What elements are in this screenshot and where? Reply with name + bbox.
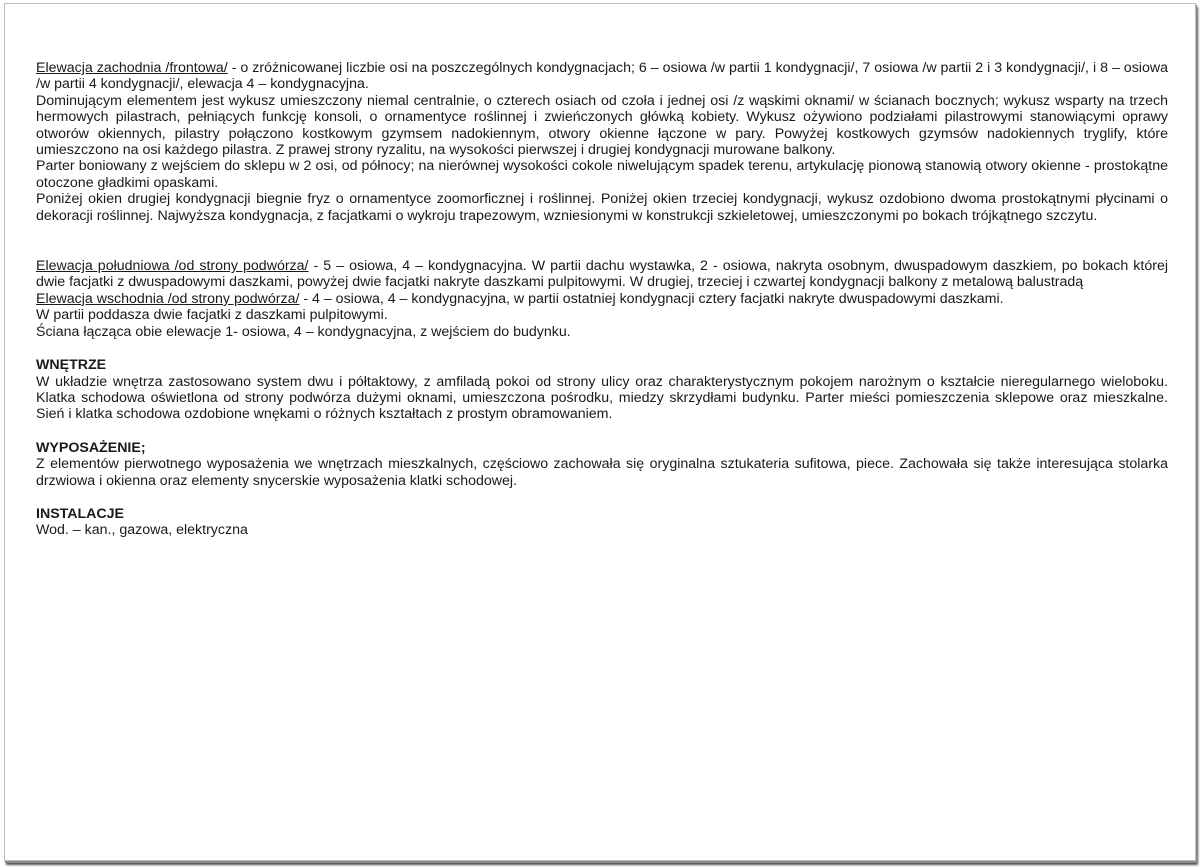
section-spacer	[36, 224, 1168, 258]
interior-heading: WNĘTRZE	[36, 357, 107, 374]
south-elevation-text: - 5 – osiowa, 4 – kondygnacyjna. W partii dachu wystawka, 2 - osiowa, nakryta osobnym, dwuspadowym daszkiem, po bokach której dwie facjatki z dwuspadowymi daszkami, powyżej dwie facjatki nakryte daszkami pulpitowymi. W drugiej, trzeciej i czwartej kondygnacji balkony z metalową balustradą	[36, 258, 1168, 291]
south-elevation-title: Elewacja południowa /od strony podwórza/	[36, 258, 309, 275]
west-elevation-intro-text: - o zróżnicowanej liczbie osi na poszczególnych kondygnacjach; 6 – osiowa /w partii 1 kondygnacji/, 7 osiowa /w partii 2 i 3 kondygnacji/, i 8 – osiowa /w partii 4 kondygnacji/, elewacja 4 – kondygnacyjna.	[36, 60, 1168, 93]
section-spacer	[36, 489, 1168, 506]
equipment-heading: WYPOSAŻENIE;	[36, 439, 146, 456]
interior-text: W układzie wnętrza zastosowano system dwu i półtaktowy, z amfiladą pokoi od strony ulicy oraz charakterystycznym pokojem narożnym o kształcie nieregularnego wieloboku. Klatka schodowa oświetlona od strony podwórza dużymi oknami, umieszczona pośrodku, miedzy skrzydłami budynku. Parter mieści pomieszczenia sklepowe oraz mieszkalne. Sień i klatka schodowa ozdobione wnękami o różnych kształtach z prostym obramowaniem.	[36, 373, 1168, 423]
west-elevation-intro	[36, 60, 1168, 93]
east-elevation-line-3: Ściana łącząca obie elewacje 1- osiowa, 4 – kondygnacyjna, z wejściem do budynku.	[36, 323, 571, 340]
installations-heading: INSTALACJE	[36, 505, 125, 522]
section-spacer	[36, 340, 1168, 357]
south-elevation-paragraph	[36, 258, 1168, 291]
installations-text: Wod. – kan., gazowa, elektryczna	[36, 522, 248, 539]
east-elevation-line-2: W partii poddasza dwie facjatki z daszkami pulpitowymi.	[36, 307, 388, 324]
west-elevation-paragraph-3: Poniżej okien drugiej kondygnacji biegnie fryz o ornamentyce zoomorficznej i roślinnej. Poniżej okien trzeciej kondygnacji, wykusz ozdobiono dwoma prostokątnymi płycinami o dekoracji roślinnej. Najwyższa kondygnacja, z facjatkami o wykroju trapezowym, wzniesionymi w konstrukcji szkieletowej, umieszczonymi po bokach trójkątnego szczytu.	[36, 191, 1168, 224]
document-sheet	[4, 3, 1196, 861]
east-elevation-title: Elewacja wschodnia /od strony podwórza/	[36, 290, 300, 307]
equipment-text: Z elementów pierwotnego wyposażenia we wnętrzach mieszkalnych, częściowo zachowała się oryginalna sztukateria sufitowa, piece. Zachowała się także interesująca stolarka drzwiowa i okienna oraz elementy snycerskie wyposażenia klatki schodowej.	[36, 456, 1168, 489]
west-elevation-title: Elewacja zachodnia /frontowa/	[36, 60, 228, 76]
east-elevation-text: - 4 – osiowa, 4 – kondygnacyjna, w partii ostatniej kondygnacji cztery facjatki nakryte dwuspadowymi daszkami.	[299, 290, 1004, 307]
east-elevation-paragraph	[36, 291, 1168, 307]
west-elevation-paragraph-2: Parter boniowany z wejściem do sklepu w 2 osi, od północy; na nierównej wysokości cokole niwelującym spadek terenu, artykulację pionową stanowią otwory okienne - prostokątne otoczone gładkimi opaskami.	[36, 158, 1168, 191]
document-body	[36, 60, 1168, 539]
section-spacer	[36, 423, 1168, 440]
west-elevation-paragraph-1: Dominującym elementem jest wykusz umieszczony niemal centralnie, o czterech osiach od czoła i jednej osi /z wąskimi oknami/ w ścianach bocznych; wykusz wsparty na trzech hermowych pilastrach, pełniących funkcję konsoli, o ornamentyce roślinnej i zwieńczonych główką kobiety. Wykusz ożywiono podziałami pilastrowymi stanowiącymi oprawy otworów okiennych, pilastry połączono kostkowym gzymsem nadokiennym, otwory okienne łączone w pary. Powyżej kostkowych gzymsów nadokiennych tryglify, które umieszczono na osi każdego pilastra. Z prawej strony ryzalitu, na wysokości pierwszej i drugiej kondygnacji murowane balkony.	[36, 92, 1168, 159]
